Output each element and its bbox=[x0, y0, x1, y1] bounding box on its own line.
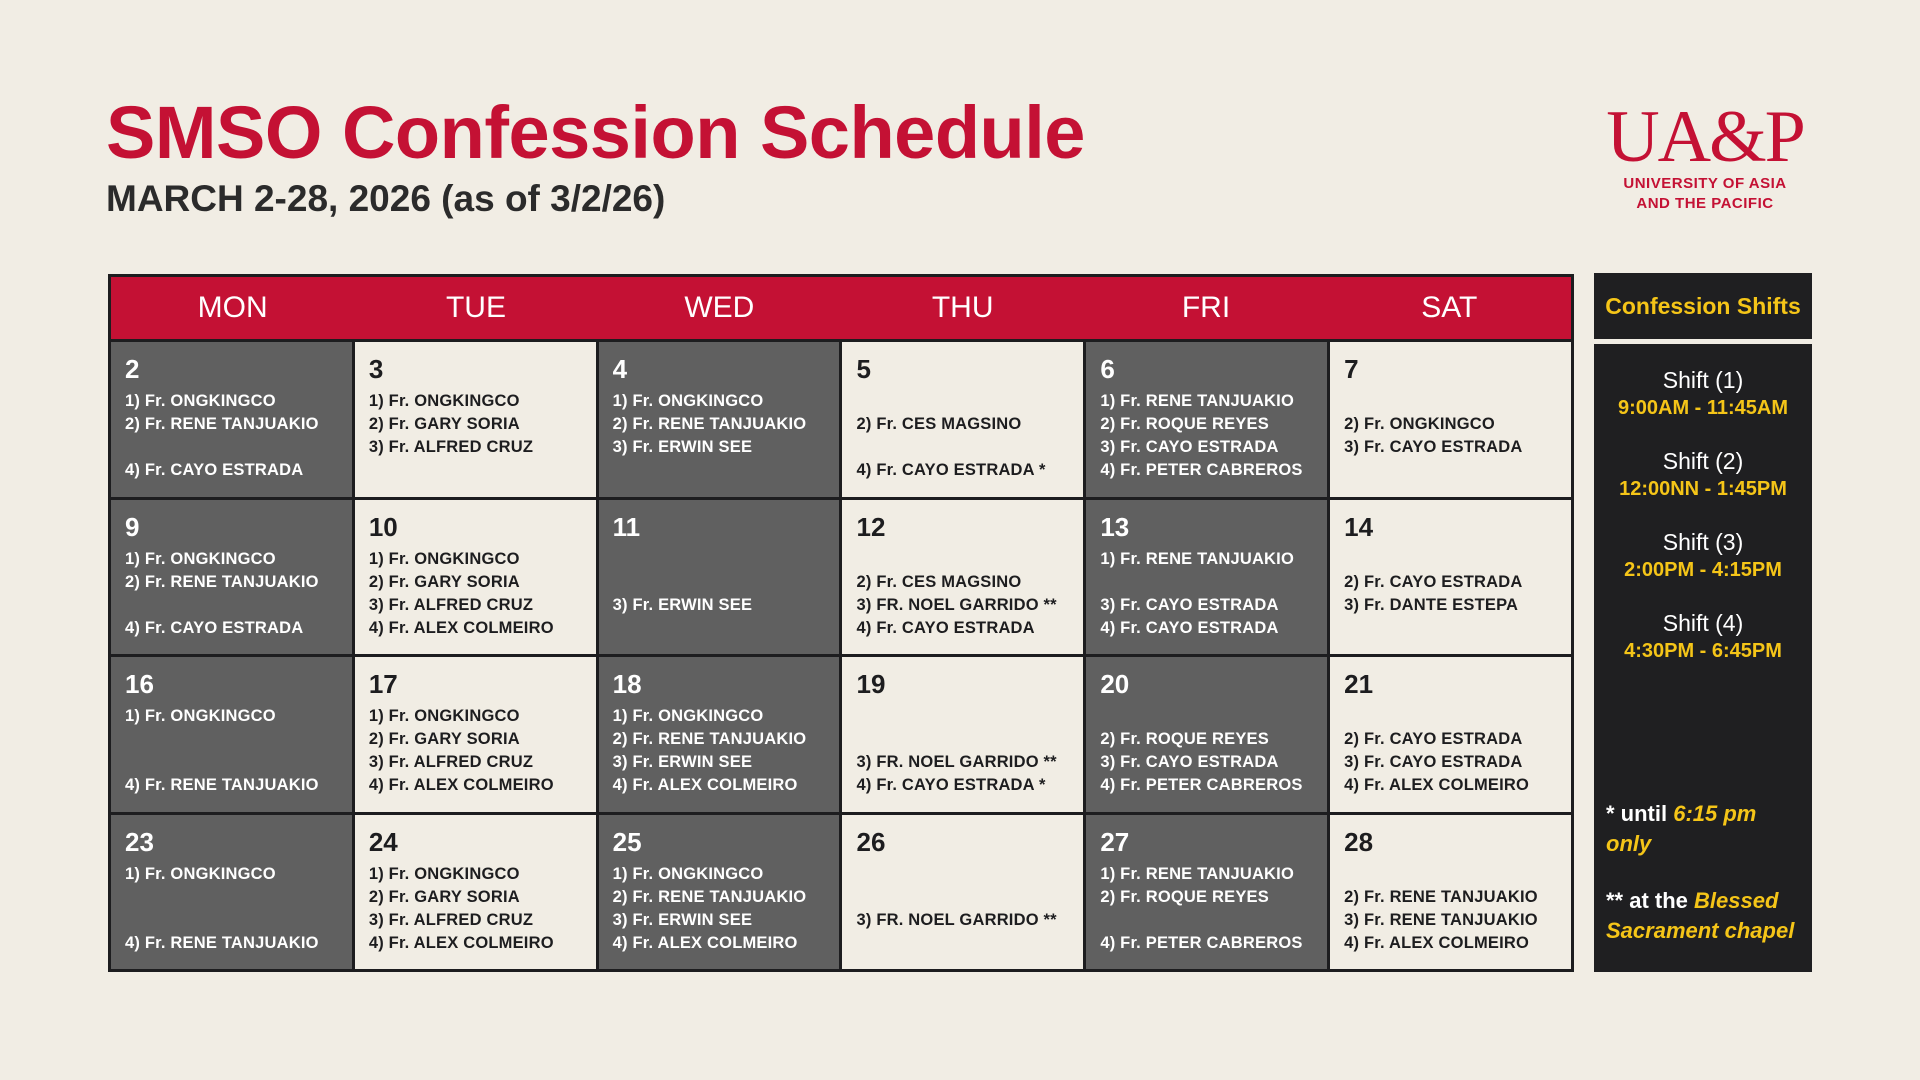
priest-assignment: 3) Fr. CAYO ESTRADA bbox=[1344, 753, 1523, 771]
priest-assignment: 4) Fr. PETER CABREROS bbox=[1100, 461, 1303, 479]
priest-assignment: 4) Fr. ALEX COLMEIRO bbox=[368, 933, 554, 952]
day-cell bbox=[1330, 500, 1571, 655]
day-cell bbox=[355, 342, 596, 497]
note-until-highlight: 6:15 pm only bbox=[1606, 801, 1757, 856]
day-number: 11 bbox=[612, 511, 641, 542]
priest-assignment bbox=[1344, 863, 1559, 886]
calendar-grid bbox=[111, 342, 1571, 969]
note-until-prefix: * until bbox=[1606, 801, 1674, 826]
shift-time: 12:00NN - 1:45PM bbox=[1619, 478, 1787, 500]
priest-assignment: 2) Fr. GARY SORIA bbox=[368, 887, 520, 906]
priest-assignment bbox=[125, 594, 340, 617]
priest-assignment: 3) Fr. ALFRED CRUZ bbox=[368, 595, 534, 614]
uap-logo bbox=[1590, 96, 1820, 214]
page-title: SMSO Confession Schedule bbox=[106, 91, 1085, 174]
priest-assignment: 2) Fr. RENE TANJUAKIO bbox=[125, 415, 319, 433]
priest-assignment: 2) Fr. CAYO ESTRADA bbox=[1344, 572, 1523, 591]
priest-assignment: 3) Fr. CAYO ESTRADA bbox=[1100, 595, 1279, 614]
logo-line-1: UNIVERSITY OF ASIA bbox=[1623, 175, 1787, 192]
priest-assignment bbox=[1344, 705, 1559, 728]
priest-assignment: 3) Fr. CAYO ESTRADA bbox=[1100, 753, 1279, 771]
priest-assignment: 1) Fr. ONGKINGCO bbox=[368, 549, 520, 568]
priest-assignment: 2) Fr. ROQUE REYES bbox=[1100, 730, 1269, 748]
priest-assignment: 2) Fr. RENE TANJUAKIO bbox=[125, 572, 319, 591]
day-number: 13 bbox=[1100, 511, 1130, 542]
priest-assignment bbox=[125, 909, 340, 932]
day-number: 28 bbox=[1344, 826, 1374, 857]
day-cell bbox=[1330, 815, 1571, 970]
calendar-header bbox=[111, 277, 1571, 339]
priest-assignment: 3) FR. NOEL GARRIDO ** bbox=[856, 910, 1057, 929]
priest-assignment: 2) Fr. GARY SORIA bbox=[368, 415, 520, 433]
day-cell bbox=[1330, 657, 1571, 812]
day-cell bbox=[599, 342, 840, 497]
day-cell bbox=[1086, 815, 1327, 970]
priest-assignment: 4) Fr. CAYO ESTRADA * bbox=[856, 776, 1046, 794]
day-number: 21 bbox=[1344, 669, 1374, 699]
day-cell bbox=[842, 500, 1083, 655]
day-header-mon: MON bbox=[197, 291, 268, 324]
priest-assignment: 1) Fr. ONGKINGCO bbox=[612, 864, 764, 883]
priest-assignment: 4) Fr. PETER CABREROS bbox=[1100, 776, 1303, 794]
day-number: 25 bbox=[612, 826, 642, 857]
day-number: 2 bbox=[125, 354, 140, 384]
logo-mark: UA&P bbox=[1606, 96, 1804, 178]
shift-label: Shift (4) bbox=[1662, 610, 1744, 636]
priest-assignment: 4) Fr. ALEX COLMEIRO bbox=[368, 776, 554, 794]
priest-assignment: 2) Fr. ROQUE REYES bbox=[1100, 887, 1269, 906]
priest-assignment: 3) Fr. ALFRED CRUZ bbox=[368, 438, 534, 456]
priest-assignment: 1) Fr. ONGKINGCO bbox=[368, 864, 520, 883]
priest-assignment bbox=[125, 436, 340, 459]
priest-assignment bbox=[856, 390, 1071, 413]
priest-assignment: 3) Fr. CAYO ESTRADA bbox=[1100, 438, 1279, 456]
day-number: 19 bbox=[856, 669, 886, 699]
priest-assignment bbox=[856, 436, 1071, 459]
priest-assignment: 1) Fr. ONGKINGCO bbox=[125, 864, 276, 883]
day-cell bbox=[355, 500, 596, 655]
priest-assignment bbox=[613, 571, 828, 594]
day-number: 6 bbox=[1100, 354, 1115, 384]
day-number: 23 bbox=[125, 826, 154, 857]
priest-assignment: 2) Fr. RENE TANJUAKIO bbox=[612, 730, 807, 748]
priest-assignment bbox=[125, 751, 340, 774]
shift-3 bbox=[1594, 528, 1812, 584]
priest-assignment: 2) Fr. RENE TANJUAKIO bbox=[1344, 887, 1538, 906]
priest-assignment bbox=[1344, 548, 1559, 571]
priest-assignment bbox=[856, 886, 1071, 909]
confession-shifts-panel bbox=[1594, 344, 1812, 972]
priest-assignment: 4) Fr. CAYO ESTRADA bbox=[125, 618, 304, 637]
shift-time: 4:30PM - 6:45PM bbox=[1624, 640, 1782, 662]
day-number: 5 bbox=[856, 354, 871, 384]
shift-1 bbox=[1594, 366, 1812, 422]
day-number: 10 bbox=[368, 511, 398, 542]
day-number: 7 bbox=[1344, 354, 1359, 384]
priest-assignment: 2) Fr. ROQUE REYES bbox=[1100, 415, 1269, 433]
priest-assignment: 3) FR. NOEL GARRIDO ** bbox=[856, 595, 1057, 614]
priest-assignment: 4) Fr. ALEX COLMEIRO bbox=[612, 776, 798, 794]
priest-assignment bbox=[1100, 571, 1315, 594]
priest-assignment: 4) Fr. PETER CABREROS bbox=[1100, 933, 1303, 952]
priest-assignment: 3) Fr. ERWIN SEE bbox=[612, 753, 753, 771]
day-number: 26 bbox=[856, 826, 886, 857]
day-number: 27 bbox=[1100, 826, 1130, 857]
priest-assignment: 3) Fr. CAYO ESTRADA bbox=[1344, 438, 1523, 456]
shift-time: 9:00AM - 11:45AM bbox=[1617, 397, 1789, 419]
day-header-fri: FRI bbox=[1181, 291, 1231, 324]
priest-assignment bbox=[856, 728, 1071, 751]
shift-time: 2:00PM - 4:15PM bbox=[1624, 559, 1782, 581]
day-header-sat: SAT bbox=[1421, 291, 1478, 324]
priest-assignment bbox=[613, 548, 828, 571]
day-cell bbox=[842, 657, 1083, 812]
note-chapel-highlight: Blessed Sacrament chapel bbox=[1606, 888, 1795, 943]
day-number: 24 bbox=[368, 826, 398, 857]
shift-2 bbox=[1594, 447, 1812, 503]
day-header-tue: TUE bbox=[445, 291, 506, 324]
shift-label: Shift (1) bbox=[1662, 367, 1744, 393]
day-number: 4 bbox=[612, 354, 628, 384]
priest-assignment: 1) Fr. RENE TANJUAKIO bbox=[1100, 392, 1294, 410]
priest-assignment: 1) Fr. ONGKINGCO bbox=[125, 392, 276, 410]
priest-assignment: 1) Fr. ONGKINGCO bbox=[368, 392, 520, 410]
day-number: 12 bbox=[856, 511, 886, 542]
priest-assignment: 3) Fr. ALFRED CRUZ bbox=[368, 910, 534, 929]
priest-assignment: 4) Fr. CAYO ESTRADA bbox=[856, 618, 1035, 637]
priest-assignment: 2) Fr. ONGKINGCO bbox=[1344, 415, 1495, 433]
priest-assignment bbox=[856, 863, 1071, 886]
priest-assignment: 2) Fr. GARY SORIA bbox=[368, 572, 520, 591]
day-number: 17 bbox=[368, 669, 398, 699]
priest-assignment bbox=[125, 886, 340, 909]
priest-assignment: 4) Fr. ALEX COLMEIRO bbox=[1344, 776, 1530, 794]
day-cell bbox=[599, 815, 840, 970]
day-cell bbox=[599, 657, 840, 812]
priest-assignment: 1) Fr. ONGKINGCO bbox=[612, 392, 764, 410]
page-subtitle: MARCH 2-28, 2026 (as of 3/2/26) bbox=[106, 178, 666, 219]
priest-assignment: 2) Fr. CES MAGSINO bbox=[856, 572, 1022, 591]
day-cell bbox=[355, 815, 596, 970]
day-cell bbox=[1086, 342, 1327, 497]
day-cell bbox=[842, 815, 1083, 970]
priest-assignment bbox=[856, 548, 1071, 571]
priest-assignment bbox=[1100, 909, 1315, 932]
priest-assignment: 2) Fr. CES MAGSINO bbox=[856, 415, 1022, 433]
shift-label: Shift (2) bbox=[1662, 448, 1744, 474]
shift-label: Shift (3) bbox=[1662, 529, 1744, 555]
priest-assignment: 2) Fr. CAYO ESTRADA bbox=[1344, 730, 1523, 748]
day-header-thu: THU bbox=[931, 291, 994, 324]
day-cell bbox=[111, 500, 352, 655]
day-number: 18 bbox=[612, 669, 642, 699]
priest-assignment: 3) Fr. DANTE ESTEPA bbox=[1344, 595, 1519, 614]
confession-shifts-title: Confession Shifts bbox=[1594, 273, 1812, 339]
priest-assignment: 1) Fr. RENE TANJUAKIO bbox=[1100, 864, 1294, 883]
priest-assignment: 1) Fr. RENE TANJUAKIO bbox=[1100, 549, 1294, 568]
day-cell bbox=[842, 342, 1083, 497]
priest-assignment: 4) Fr. CAYO ESTRADA * bbox=[856, 461, 1046, 479]
day-cell bbox=[111, 657, 352, 812]
day-header-wed: WED bbox=[684, 291, 755, 324]
priest-assignment: 4) Fr. RENE TANJUAKIO bbox=[125, 776, 319, 794]
priest-assignment: 2) Fr. GARY SORIA bbox=[368, 730, 520, 748]
priest-assignment: 4) Fr. CAYO ESTRADA bbox=[1100, 618, 1279, 637]
day-cell bbox=[1330, 342, 1571, 497]
priest-assignment: 3) FR. NOEL GARRIDO ** bbox=[856, 753, 1057, 771]
priest-assignment: 3) Fr. RENE TANJUAKIO bbox=[1344, 910, 1538, 929]
day-cell bbox=[1086, 657, 1327, 812]
priest-assignment bbox=[1100, 705, 1315, 728]
priest-assignment: 2) Fr. RENE TANJUAKIO bbox=[612, 887, 807, 906]
day-number: 14 bbox=[1344, 511, 1374, 542]
priest-assignment: 4) Fr. ALEX COLMEIRO bbox=[612, 933, 798, 952]
priest-assignment: 2) Fr. RENE TANJUAKIO bbox=[612, 415, 807, 433]
shift-4 bbox=[1594, 609, 1812, 665]
calendar bbox=[108, 274, 1574, 972]
priest-assignment: 4) Fr. ALEX COLMEIRO bbox=[1344, 933, 1530, 952]
priest-assignment: 4) Fr. ALEX COLMEIRO bbox=[368, 618, 554, 637]
priest-assignment bbox=[125, 728, 340, 751]
day-number: 3 bbox=[368, 354, 384, 384]
day-cell bbox=[111, 815, 352, 970]
priest-assignment: 4) Fr. RENE TANJUAKIO bbox=[125, 933, 319, 952]
priest-assignment: 3) Fr. ERWIN SEE bbox=[612, 595, 753, 614]
day-cell bbox=[355, 657, 596, 812]
priest-assignment: 1) Fr. ONGKINGCO bbox=[125, 549, 276, 568]
day-cell bbox=[111, 342, 352, 497]
day-number: 9 bbox=[125, 511, 140, 542]
priest-assignment bbox=[1344, 390, 1559, 413]
priest-assignment: 3) Fr. ERWIN SEE bbox=[612, 910, 753, 929]
priest-assignment: 1) Fr. ONGKINGCO bbox=[368, 707, 520, 725]
priest-assignment: 1) Fr. ONGKINGCO bbox=[612, 707, 764, 725]
note-chapel bbox=[1606, 886, 1806, 946]
day-cell bbox=[599, 500, 840, 655]
priest-assignment: 4) Fr. CAYO ESTRADA bbox=[125, 461, 304, 479]
logo-line-2: AND THE PACIFIC bbox=[1636, 195, 1774, 212]
day-cell bbox=[1086, 500, 1327, 655]
priest-assignment: 3) Fr. ERWIN SEE bbox=[612, 438, 753, 456]
priest-assignment: 3) Fr. ALFRED CRUZ bbox=[368, 753, 534, 771]
note-chapel-prefix: ** at the bbox=[1606, 888, 1695, 913]
priest-assignment: 1) Fr. ONGKINGCO bbox=[125, 707, 276, 725]
priest-assignment bbox=[856, 705, 1071, 728]
day-number: 16 bbox=[125, 669, 154, 699]
day-number: 20 bbox=[1100, 669, 1130, 699]
note-until bbox=[1606, 799, 1806, 859]
